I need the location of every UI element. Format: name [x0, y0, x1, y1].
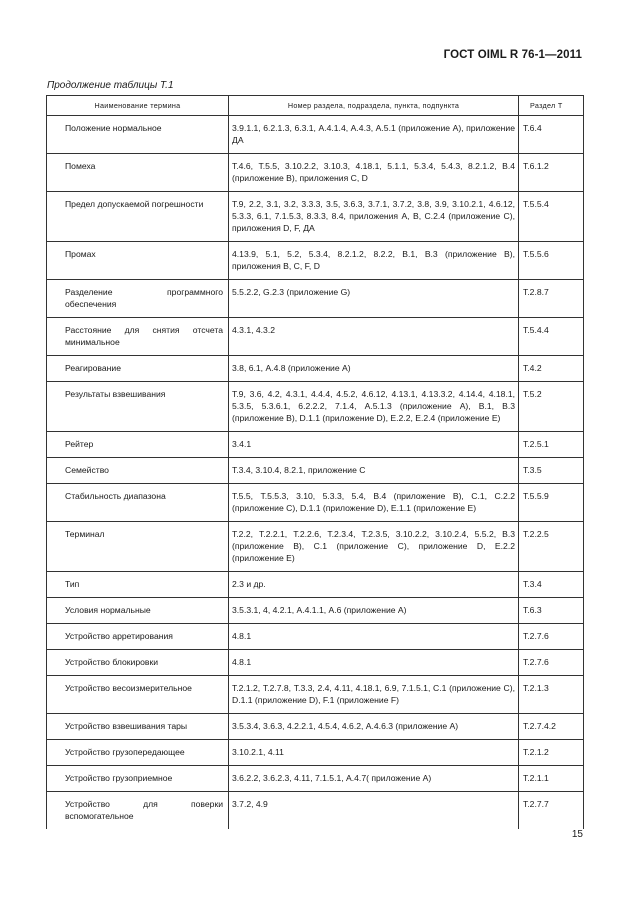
term-cell: Устройство грузоприемное	[47, 766, 229, 792]
column-header-section: Раздел Т	[519, 96, 584, 116]
term-cell: Устройство арретирования	[47, 624, 229, 650]
term-cell: Устройство для поверки вспомогательное	[47, 792, 229, 830]
section-cell: Т.6.3	[519, 598, 584, 624]
table-row	[47, 484, 584, 522]
term-cell: Разделение программного обеспечения	[47, 280, 229, 318]
term-cell: Предел допускаемой погрешности	[47, 192, 229, 242]
table-row	[47, 356, 584, 382]
table-caption: Продолжение таблицы Т.1	[47, 80, 174, 91]
table-row	[47, 280, 584, 318]
refs-cell: 4.8.1	[229, 624, 519, 650]
refs-cell: 3.6.2.2, 3.6.2.3, 4.11, 7.1.5.1, А.4.7( приложение А)	[229, 766, 519, 792]
column-header-term: Наименование термина	[47, 96, 229, 116]
table-row	[47, 598, 584, 624]
term-cell: Устройство блокировки	[47, 650, 229, 676]
refs-cell: 2.3 и др.	[229, 572, 519, 598]
term-cell: Рейтер	[47, 432, 229, 458]
refs-cell: Т.4.6, Т.5.5, 3.10.2.2, 3.10.3, 4.18.1, 5.1.1, 5.3.4, 5.4.3, 8.2.1.2, В.4 (приложение В), приложения С, D	[229, 154, 519, 192]
refs-cell: Т.5.5, Т.5.5.3, 3.10, 5.3.3, 5.4, В.4 (приложение В), С.1, С.2.2 (приложение С), D.1.1 (приложение D), Е.1.1 (приложение Е)	[229, 484, 519, 522]
section-cell: Т.2.7.6	[519, 624, 584, 650]
refs-cell: 3.8, 6.1, А.4.8 (приложение А)	[229, 356, 519, 382]
table-row	[47, 382, 584, 432]
term-cell: Результаты взвешивания	[47, 382, 229, 432]
section-cell: Т.5.5.6	[519, 242, 584, 280]
refs-cell: 3.5.3.4, 3.6.3, 4.2.2.1, 4.5.4, 4.6.2, А.4.6.3 (приложение А)	[229, 714, 519, 740]
table-row	[47, 714, 584, 740]
term-cell: Тип	[47, 572, 229, 598]
table-row	[47, 572, 584, 598]
table-row	[47, 676, 584, 714]
page-number: 15	[571, 829, 583, 840]
term-cell: Стабильность диапазона	[47, 484, 229, 522]
table-row	[47, 116, 584, 154]
table-row	[47, 740, 584, 766]
section-cell: Т.2.7.6	[519, 650, 584, 676]
table-row	[47, 458, 584, 484]
term-cell: Устройство взвешивания тары	[47, 714, 229, 740]
refs-cell: Т.9, 3.6, 4.2, 4.3.1, 4.4.4, 4.5.2, 4.6.12, 4.13.1, 4.13.3.2, 4.14.4, 4.18.1, 5.3.5, 5.3.6.1, 6.2.2.2, 7.1.4, А.5.1.3 (приложение А), В.1, В.3 (приложение В), D.1.1 (приложение D), Е.2.2, Е.2.4 (приложение Е)	[229, 382, 519, 432]
term-cell: Устройство весоизмерительное	[47, 676, 229, 714]
column-header-refs: Номер раздела, подраздела, пункта, подпункта	[229, 96, 519, 116]
section-cell: Т.5.5.9	[519, 484, 584, 522]
term-cell: Положение нормальное	[47, 116, 229, 154]
refs-cell: 3.9.1.1, 6.2.1.3, 6.3.1, А.4.1.4, А.4.3, А.5.1 (приложение А), приложение ДА	[229, 116, 519, 154]
table-row	[47, 154, 584, 192]
refs-cell: 3.7.2, 4.9	[229, 792, 519, 830]
refs-cell: 3.10.2.1, 4.11	[229, 740, 519, 766]
section-cell: Т.2.7.7	[519, 792, 584, 830]
refs-cell: Т.3.4, 3.10.4, 8.2.1, приложение С	[229, 458, 519, 484]
refs-cell: 4.13.9, 5.1, 5.2, 5.3.4, 8.2.1.2, 8.2.2, В.1, В.3 (приложение В), приложения В, С, F, D	[229, 242, 519, 280]
table-row	[47, 650, 584, 676]
refs-cell: 3.5.3.1, 4, 4.2.1, А.4.1.1, А.6 (приложение А)	[229, 598, 519, 624]
table-row	[47, 792, 584, 830]
section-cell: Т.2.1.3	[519, 676, 584, 714]
section-cell: Т.5.2	[519, 382, 584, 432]
section-cell: Т.6.1.2	[519, 154, 584, 192]
section-cell: Т.5.5.4	[519, 192, 584, 242]
refs-cell: 5.5.2.2, G.2.3 (приложение G)	[229, 280, 519, 318]
term-cell: Промах	[47, 242, 229, 280]
term-cell: Устройство грузопередающее	[47, 740, 229, 766]
section-cell: Т.2.5.1	[519, 432, 584, 458]
section-cell: Т.2.8.7	[519, 280, 584, 318]
table-row	[47, 766, 584, 792]
section-cell: Т.2.7.4.2	[519, 714, 584, 740]
table-header-row	[47, 96, 584, 116]
table-row	[47, 522, 584, 572]
document-code: ГОСТ OIML R 76-1—2011	[443, 49, 582, 61]
section-cell: Т.3.4	[519, 572, 584, 598]
refs-cell: Т.2.1.2, Т.2.7.8, Т.3.3, 2.4, 4.11, 4.18.1, 6.9, 7.1.5.1, С.1 (приложение С), D.1.1 (приложение D), F.1 (приложение F)	[229, 676, 519, 714]
refs-cell: 3.4.1	[229, 432, 519, 458]
term-cell: Расстояние для снятия отсчета минимальное	[47, 318, 229, 356]
terms-table	[46, 95, 584, 829]
refs-cell: Т.9, 2.2, 3.1, 3.2, 3.3.3, 3.5, 3.6.3, 3.7.1, 3.7.2, 3.8, 3.9, 3.10.2.1, 4.6.12, 5.3.3, 6.1, 7.1.5.3, 8.3.3, 8.4, приложения А, В, С.2.4 (приложение С), приложения D, F, ДА	[229, 192, 519, 242]
term-cell: Реагирование	[47, 356, 229, 382]
section-cell: Т.2.1.1	[519, 766, 584, 792]
section-cell: Т.2.1.2	[519, 740, 584, 766]
section-cell: Т.6.4	[519, 116, 584, 154]
section-cell: Т.4.2	[519, 356, 584, 382]
table-row	[47, 242, 584, 280]
refs-cell: Т.2.2, Т.2.2.1, Т.2.2.6, Т.2.3.4, Т.2.3.5, 3.10.2.2, 3.10.2.4, 5.5.2, В.3 (приложение В), С.1 (приложение С), приложение D, Е.2.2 (приложение Е)	[229, 522, 519, 572]
table-row	[47, 192, 584, 242]
section-cell: Т.2.2.5	[519, 522, 584, 572]
refs-cell: 4.8.1	[229, 650, 519, 676]
section-cell: Т.3.5	[519, 458, 584, 484]
term-cell: Условия нормальные	[47, 598, 229, 624]
table-row	[47, 624, 584, 650]
table-row	[47, 318, 584, 356]
term-cell: Терминал	[47, 522, 229, 572]
term-cell: Помеха	[47, 154, 229, 192]
term-cell: Семейство	[47, 458, 229, 484]
refs-cell: 4.3.1, 4.3.2	[229, 318, 519, 356]
section-cell: Т.5.4.4	[519, 318, 584, 356]
table-row	[47, 432, 584, 458]
